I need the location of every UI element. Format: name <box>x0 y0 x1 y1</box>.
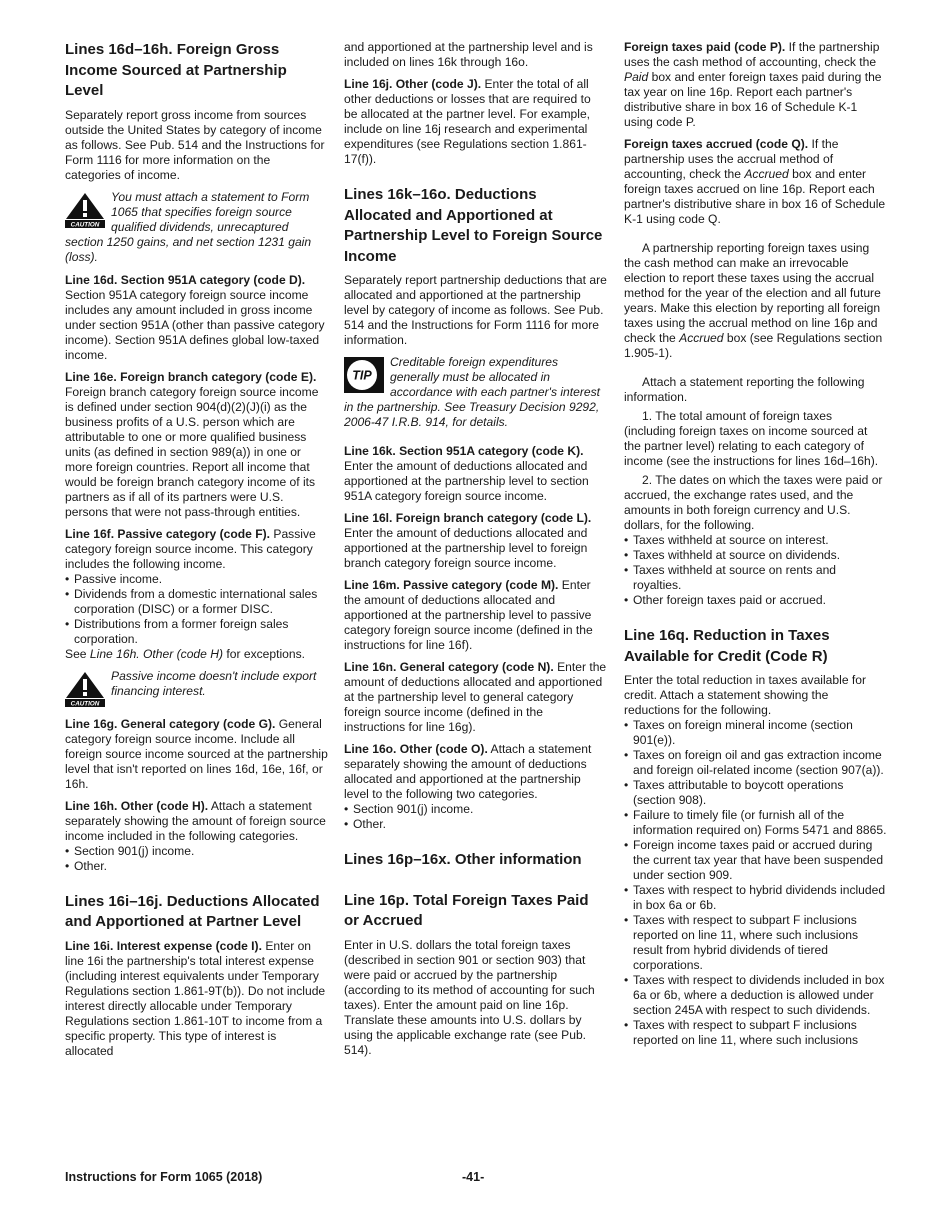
line-16e-text: Foreign branch category foreign source income is defined under section 904(d)(2)(J)(i) as the business profits of a U.S. person which are attributable to one or more qualified business units (as defined in section 989(a)) in one or more foreign countries. Report all income that would be foreign branch category income of its partners as if all of its partners were U.S. persons that were not pass-through entities. <box>65 384 319 519</box>
foreign-taxes-accrued-lead: Foreign taxes accrued (code Q). <box>624 137 809 151</box>
bullet-item: • Other. <box>65 859 328 874</box>
bullet-item: • Passive income. <box>65 572 328 587</box>
bullet-item: • Other foreign taxes paid or accrued. <box>624 593 887 608</box>
line-16k-text: Enter the amount of deductions allocated and apportioned at the partnership level to section 951A category foreign source income. <box>344 459 589 503</box>
column-1 <box>65 40 328 1066</box>
text: A partnership reporting foreign taxes using the cash method can make an irrevocable election to report these taxes using the accrual method for the year of the election and all future years. Make this election by reporting all foreign taxes using the accrual method on line 16p and check the <box>624 241 881 345</box>
paragraph-election <box>624 241 887 361</box>
paragraph-line-16f <box>65 527 328 572</box>
heading-line-16q: Line 16q. Reduction in Taxes Available for Credit (Code R) <box>624 627 830 665</box>
paragraph-line-16n <box>344 660 607 735</box>
see-reference: Line 16h. Other (code H) <box>89 646 224 661</box>
tip-text: Creditable foreign expenditures generally must be allocated in accordance with each partner's interest in the partnership. See Treasury Decision 9292, 2006-47 I.R.B. 914, for details. <box>344 355 601 429</box>
paragraph-line-16h <box>65 799 328 844</box>
paragraph: Enter the total reduction in taxes available for credit. Attach a statement showing the reductions for the following. <box>624 673 867 717</box>
line-16i-text: Enter on line 16i the partnership's total interest expense (including interest equivalents under Temporary Regulations section 1.861-9T(b)). Do not include interest directly allocable under Temporary Regulations section 1.861-10T to income from a specific property. This type of interest is allocated <box>65 938 326 1058</box>
line-16e-lead: Line 16e. Foreign branch category (code E). <box>65 369 317 384</box>
heading-lines-16d-16h: Lines 16d–16h. Foreign Gross Income Sourced at Partnership Level <box>65 41 287 99</box>
line-16o-text: Attach a statement separately showing the amount of deductions allocated and apportioned at the partnership level to the following two categories. <box>344 742 592 801</box>
bullet-item: • Taxes withheld at source on interest. <box>624 533 887 548</box>
paragraph-foreign-taxes-accrued <box>624 137 887 227</box>
heading-lines-16i-16j: Lines 16i–16j. Deductions Allocated and Apportioned at Partner Level <box>65 892 320 930</box>
tip-icon-label: TIP <box>352 368 372 383</box>
numbered-item: 2. The dates on which the taxes were paid or accrued, the exchange rates used, and the amounts in both foreign currency and U.S. dollars, for the following. <box>624 473 883 532</box>
paragraph-line-16l <box>344 511 607 571</box>
column-2 <box>344 40 607 1065</box>
box-name: Accrued <box>744 167 789 181</box>
line-16f-text: Passive category foreign source income. This category includes the following income. <box>65 526 316 571</box>
paragraph-see-exceptions <box>65 647 328 662</box>
line-16j-lead: Line 16j. Other (code J). <box>344 77 482 91</box>
page-number: -41- <box>462 1170 485 1184</box>
heading-lines-16p-16x: Lines 16p–16x. Other information <box>344 851 582 868</box>
foreign-taxes-paid-lead: Foreign taxes paid (code P). <box>624 40 786 54</box>
bullet-item: • Taxes on foreign oil and gas extraction income and foreign oil-related income (section 907(a)). <box>624 748 887 778</box>
numbered-item: 1. The total amount of foreign taxes (including foreign taxes on income sourced at the partner level) relating to each category of income (see the instructions for lines 16d–16h). <box>624 409 879 468</box>
paragraph-line-16j <box>344 77 607 167</box>
line-16j-text: Enter the total of all other deductions or losses that are required to be allocated at the partner level. For example, include on line 16j research and experimental expenditures (see Regulations section 1.861-17(f)). <box>344 77 591 166</box>
paragraph-continued: and apportioned at the partnership level and is included on lines 16k through 16o. <box>344 40 593 69</box>
paragraph-line-16g <box>65 717 328 792</box>
bullet-item: • Failure to timely file (or furnish all of the information required on) Forms 5471 and 8865. <box>624 808 887 838</box>
bullet-item: • Foreign income taxes paid or accrued during the current tax year that have been suspended under section 909. <box>624 838 887 883</box>
bullet-item: • Section 901(j) income. <box>65 844 328 859</box>
footer-form-title: Instructions for Form 1065 (2018) <box>65 1170 263 1184</box>
line-16l-text: Enter the amount of deductions allocated and apportioned at the partnership level to foreign branch category foreign source income. <box>344 526 588 570</box>
line-16n-text: Enter the amount of deductions allocated and apportioned at the partnership level to general category foreign source income (defined in the instructions for line 16g). <box>344 660 607 734</box>
heading-lines-16k-16o: Lines 16k–16o. Deductions Allocated and Apportioned at Partnership Level to Foreign Source Income <box>344 186 603 265</box>
line-16h-lead: Line 16h. Other (code H). <box>65 798 209 813</box>
bullet-item: • Taxes withheld at source on dividends. <box>624 548 887 563</box>
caution-icon-label: CAUTION <box>70 220 100 228</box>
line-16m-lead: Line 16m. Passive category (code M). <box>344 578 559 592</box>
paragraph: Separately report partnership deductions that are allocated and apportioned at the partnership level by category of income as follows. See Pub. 514 and the Instructions for Form 1116 for more information. <box>344 273 607 347</box>
paragraph-line-16o <box>344 742 607 802</box>
column-3 <box>624 40 887 1048</box>
text: box and enter foreign taxes accrued on line 16p. Report each partner's distributive share in box 16 of Schedule K-1 using code Q. <box>624 167 886 226</box>
bullet-item: • Section 901(j) income. <box>344 802 607 817</box>
line-16n-lead: Line 16n. General category (code N). <box>344 660 554 674</box>
line-16k-lead: Line 16k. Section 951A category (code K). <box>344 444 584 458</box>
caution-text: Passive income doesn't include export financing interest. <box>111 668 317 698</box>
see-text: See <box>65 646 87 661</box>
paragraph-line-16k <box>344 444 607 504</box>
caution-note <box>65 669 328 709</box>
paragraph-line-16m <box>344 578 607 653</box>
bullet-item: • Taxes with respect to subpart F inclusions reported on line 11, where such inclusions <box>624 1018 887 1048</box>
text: If the partnership uses the cash method of accounting, check the <box>624 40 880 69</box>
caution-icon <box>65 192 105 228</box>
bullet-item: • Distributions from a former foreign sales corporation. <box>65 617 328 647</box>
caution-text: You must attach a statement to Form 1065 that specifies foreign source qualified dividends, unrecaptured section 1250 gains, and net section 1231 gain (loss). <box>65 189 312 264</box>
tip-note <box>344 355 607 430</box>
line-16d-lead: Line 16d. Section 951A category (code D). <box>65 272 306 287</box>
line-16g-lead: Line 16g. General category (code G). <box>65 716 276 731</box>
paragraph: Attach a statement reporting the following information. <box>624 375 865 404</box>
line-16i-lead: Line 16i. Interest expense (code I). <box>65 938 262 953</box>
line-16l-lead: Line 16l. Foreign branch category (code L). <box>344 511 592 525</box>
caution-icon <box>65 671 105 707</box>
line-16o-lead: Line 16o. Other (code O). <box>344 742 488 756</box>
paragraph: Separately report gross income from sources outside the United States by category of income as follows. See Pub. 514 and the Instructions for Form 1116 for more information on the categories of income. <box>65 107 325 182</box>
text: box (see Regulations section 1.905-1). <box>624 331 883 360</box>
box-name: Paid <box>624 70 649 84</box>
bullet-item: • Taxes with respect to subpart F inclusions reported on line 11, where such inclusions result from hybrid dividends of tiered corporations. <box>624 913 887 973</box>
heading-line-16p: Line 16p. Total Foreign Taxes Paid or Accrued <box>344 891 589 929</box>
line-16h-text: Attach a statement separately showing the amount of foreign source income included in the following categories. <box>65 798 326 843</box>
text: If the partnership uses the accrual method of accounting, check the <box>624 137 839 181</box>
caution-note <box>65 190 328 265</box>
line-16d-text: Section 951A category foreign source income includes any amount included in gross income under section 951A (other than passive category income). Section 951A defines global low-taxed income. <box>65 287 325 362</box>
paragraph-line-16e <box>65 370 328 520</box>
caution-icon-label: CAUTION <box>70 699 100 707</box>
paragraph-line-16i <box>65 939 328 1059</box>
bullet-item: • Taxes with respect to hybrid dividends included in box 6a or 6b. <box>624 883 887 913</box>
text: box and enter foreign taxes paid during the tax year on line 16p. Report each partner's distributive share in box 16 of Schedule K-1 using code P. <box>624 70 882 129</box>
bullet-item: • Dividends from a domestic international sales corporation (DISC) or a former DISC. <box>65 587 328 617</box>
line-16f-lead: Line 16f. Passive category (code F). <box>65 526 270 541</box>
paragraph-line-16d <box>65 273 328 363</box>
tip-icon <box>344 357 384 393</box>
see-text-end: for exceptions. <box>226 646 306 661</box>
bullet-item: • Taxes withheld at source on rents and royalties. <box>624 563 887 593</box>
bullet-item: • Other. <box>344 817 607 832</box>
paragraph: Enter in U.S. dollars the total foreign taxes (described in section 901 or section 903) that were paid or accrued by the partnership (according to its method of accounting for such taxes). Enter the amount paid on line 16p. Translate these amounts into U.S. dollars by using the applicable exchange rate (see Pub. 514). <box>344 937 595 1057</box>
bullet-item: • Taxes with respect to dividends included in box 6a or 6b, where a deduction is allowed under section 245A with respect to such dividends. <box>624 973 887 1018</box>
paragraph-foreign-taxes-paid <box>624 40 887 130</box>
bullet-item: • Taxes on foreign mineral income (section 901(e)). <box>624 718 887 748</box>
line-16g-text: General category foreign source income. Include all foreign source income sourced at the partnership level that isn't reported on lines 16d, 16e, 16f, or 16h. <box>65 716 328 791</box>
box-name: Accrued <box>679 331 724 345</box>
bullet-item: • Taxes attributable to boycott operations (section 908). <box>624 778 887 808</box>
line-16m-text: Enter the amount of deductions allocated and apportioned at the partnership level to passive category foreign source income (defined in the instructions for line 16f). <box>344 578 593 652</box>
